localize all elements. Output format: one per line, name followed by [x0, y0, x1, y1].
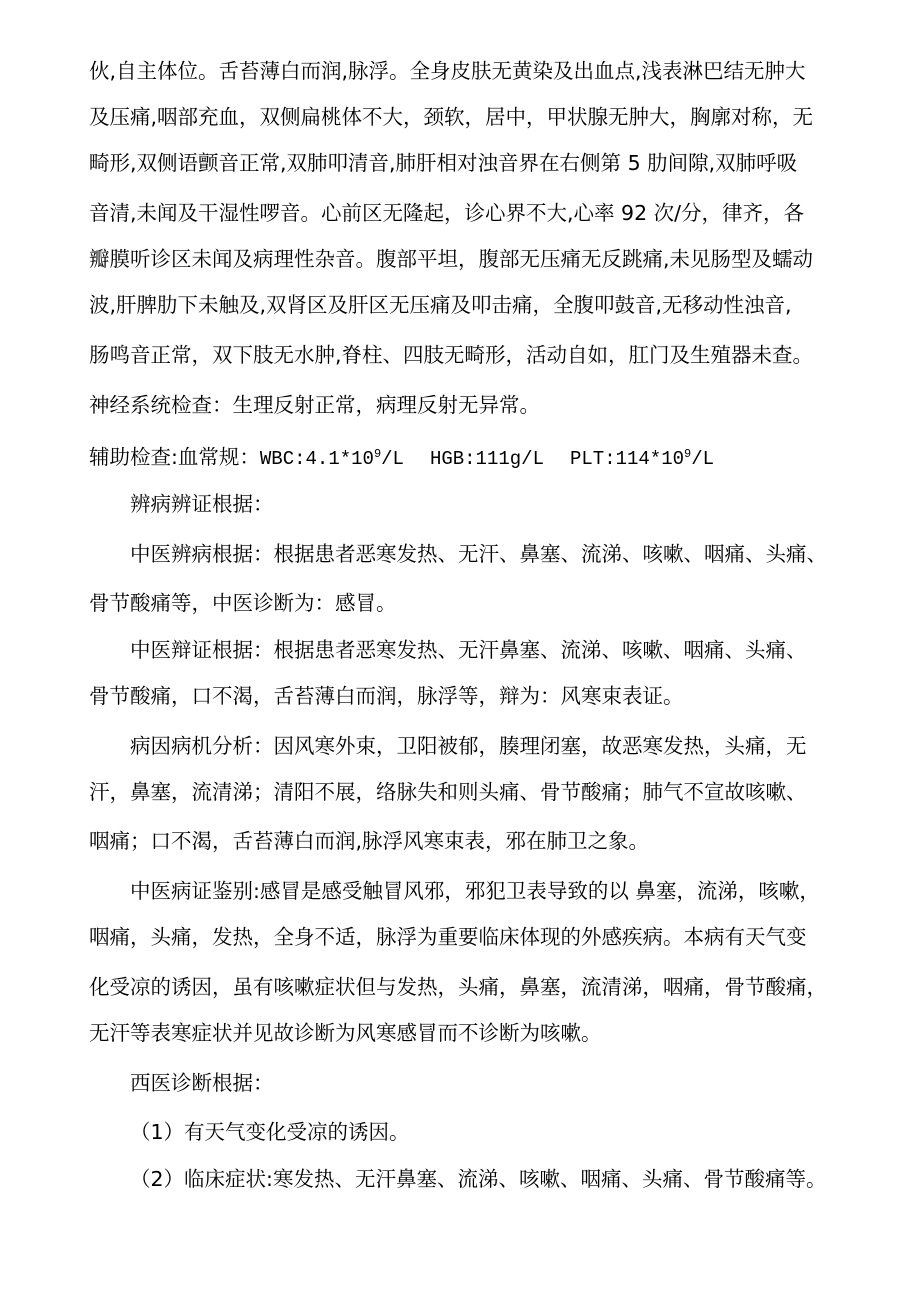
- text-line: 病因病机分析：因风寒外束，卫阳被郁，腠理闭塞，故恶寒发热，头痛，无: [130, 734, 807, 758]
- text-line: 中医病证鉴别:感冒是感受触冒风邪，邪犯卫表导致的以 鼻塞，流涕，咳嗽，: [130, 879, 820, 903]
- text-line: 及压痛,咽部充血，双侧扁桃体不大，颈软，居中，甲状腺无肿大，胸廓对称，无: [89, 105, 814, 129]
- section-heading: 辨病辨证根据：: [130, 492, 274, 516]
- text-line: 化受凉的诱因，虽有咳嗽症状但与发热，头痛，鼻塞，流清涕，咽痛，骨节酸痛，: [89, 975, 827, 999]
- plt-unit: /L: [691, 448, 715, 470]
- plt-value: PLT:114*10: [569, 448, 685, 470]
- section-heading: 西医诊断根据：: [130, 1071, 274, 1095]
- text-line: 汗，鼻塞，流清涕；清阳不展，络脉失和则头痛、骨节酸痛；肺气不宣故咳嗽、: [89, 780, 807, 804]
- wbc-exponent: 9: [373, 447, 382, 461]
- text-line: 咽痛，头痛，发热，全身不适，脉浮为重要临床体现的外感疾病。本病有天气变: [89, 925, 807, 949]
- text-line: 中医辨病根据：根据患者恶寒发热、无汗、鼻塞、流涕、咳嗽、咽痛、头痛、: [130, 542, 827, 566]
- text-line: 骨节酸痛，口不渴，舌苔薄白而润，脉浮等，辩为：风寒束表证。: [89, 684, 684, 708]
- text-line: 伙,自主体位。舌苔薄白而润,脉浮。全身皮肤无黄染及出血点,浅表淋巴结无肿大: [89, 59, 806, 83]
- list-item: （2）临床症状:寒发热、无汗鼻塞、流涕、咳嗽、咽痛、头痛、骨节酸痛等。: [130, 1167, 827, 1191]
- text-line: 无汗等表寒症状并见故诊断为风寒感冒而不诊断为咳嗽。: [89, 1021, 602, 1045]
- text-line: 咽痛；口不渴，舌苔薄白而润,脉浮风寒束表，邪在肺卫之象。: [89, 829, 650, 853]
- text-line: 波,肝脾肋下未触及,双肾区及肝区无压痛及叩击痛，全腹叩鼓音,无移动性浊音,: [89, 293, 792, 317]
- text-line: 骨节酸痛等，中医诊断为：感冒。: [89, 591, 397, 615]
- text-line: 中医辩证根据：根据患者恶寒发热、无汗鼻塞、流涕、咳嗽、咽痛、头痛、: [130, 638, 807, 662]
- hgb-value: HGB:111g/L: [429, 448, 544, 470]
- wbc-value: WBC:4.1*10: [259, 448, 374, 470]
- text-line: 瓣膜听诊区未闻及病理性杂音。腹部平坦，腹部无压痛无反跳痛,未见肠型及蠕动: [89, 247, 814, 271]
- list-item: （1）有天气变化受凉的诱因。: [130, 1120, 410, 1144]
- text-line: 肠鸣音正常，双下肢无水肿,脊柱、四肢无畸形，活动自如，肛门及生殖器未查。: [89, 343, 814, 367]
- plt-exponent: 9: [684, 447, 692, 461]
- wbc-unit: /L: [381, 448, 404, 470]
- text-line: 音清,未闻及干湿性啰音。心前区无隆起，诊心界不大,心率 92 次/分，律齐，各: [89, 201, 805, 225]
- lab-prefix: 辅助检查:血常规：: [89, 445, 260, 469]
- lab-results-line: [89, 441, 714, 472]
- text-line: 神经系统检查：生理反射正常，病理反射无异常。: [89, 393, 540, 417]
- text-line: 畸形,双侧语颤音正常,双肺叩清音,肺肝相对浊音界在右侧第 5 肋间隙,双肺呼吸: [89, 151, 798, 175]
